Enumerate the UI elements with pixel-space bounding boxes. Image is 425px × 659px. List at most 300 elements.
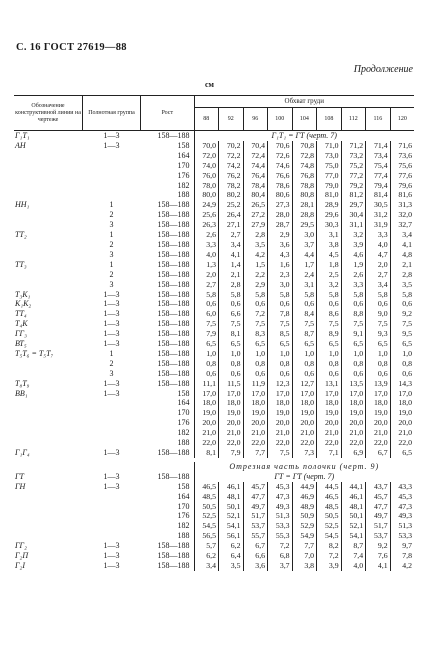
value-cell: 7,7 [292, 541, 317, 551]
value-cell: 6,7 [243, 541, 268, 551]
value-cell: 11,9 [243, 379, 268, 389]
value-cell: 1,0 [366, 349, 391, 359]
table-row [14, 541, 414, 551]
value-cell: 46,9 [292, 492, 317, 502]
row-designation: НН₁ [15, 200, 30, 210]
value-cell: 6,6 [219, 309, 244, 319]
value-cell: 74,8 [292, 161, 317, 171]
value-cell: 43,3 [390, 482, 414, 492]
value-cell: 3,5 [390, 280, 414, 290]
value-cell: 44,1 [341, 482, 366, 492]
table-row [14, 171, 414, 181]
row-height: 158—188 [157, 348, 190, 358]
table-row [14, 161, 414, 171]
value-cell: 5,8 [268, 290, 293, 300]
value-cell: 20,0 [219, 418, 244, 428]
value-cell: 73,6 [390, 151, 414, 161]
value-cell: 3,4 [366, 280, 391, 290]
value-cell: 6,5 [390, 448, 414, 458]
value-cell: 81,4 [366, 190, 391, 200]
value-cell: 1,5 [243, 260, 268, 270]
value-cell: 1,4 [219, 260, 244, 270]
row-height: 188 [177, 438, 190, 448]
value-cell: 6,4 [219, 551, 244, 561]
value-cell: 27,2 [243, 210, 268, 220]
value-cell: 0,6 [194, 299, 219, 309]
value-cell: 28,8 [292, 210, 317, 220]
value-cell: 80,6 [268, 190, 293, 200]
value-cell: 4,1 [366, 561, 391, 571]
value-cell: 47,7 [243, 492, 268, 502]
value-cell: 0,6 [292, 299, 317, 309]
row-designation: Г₁Т₁ [15, 131, 30, 140]
value-cell: 78,4 [243, 181, 268, 191]
row-designation [14, 428, 83, 438]
value-cell: 45,7 [243, 482, 268, 492]
value-cell: 77,6 [390, 171, 414, 181]
table-row [14, 511, 414, 521]
value-cell: 17,0 [341, 389, 366, 399]
table-row [14, 448, 414, 458]
value-cell: 5,8 [194, 290, 219, 300]
value-cell: 1,0 [292, 349, 317, 359]
row-height: 188 [177, 531, 190, 541]
height-header: Рост [141, 96, 195, 131]
value-cell: 0,6 [219, 369, 244, 379]
row-height: 176 [177, 418, 190, 428]
value-cell: 19,0 [292, 408, 317, 418]
value-cell: 11,1 [194, 379, 219, 389]
value-cell: 3,6 [268, 240, 293, 250]
value-cell: 4,4 [292, 250, 317, 260]
row-group: 1—3 [103, 131, 120, 140]
value-cell: 52,1 [341, 521, 366, 531]
row-height: 158—188 [157, 471, 190, 481]
row-group [83, 418, 141, 428]
table-row [14, 290, 414, 300]
value-cell: 50,1 [219, 502, 244, 512]
row-height: 158—188 [157, 319, 190, 329]
row-height [141, 462, 195, 472]
value-cell: 22,0 [219, 438, 244, 448]
value-cell: 53,3 [390, 531, 414, 541]
row-height: 158—188 [157, 289, 190, 299]
value-cell: 48,9 [292, 502, 317, 512]
value-cell: 19,0 [317, 408, 342, 418]
value-cell: 27,1 [219, 220, 244, 230]
row-group [83, 511, 141, 521]
row-designation [14, 492, 83, 502]
value-cell: 3,5 [219, 561, 244, 571]
value-cell: 6,5 [317, 339, 342, 349]
row-designation [14, 240, 83, 250]
row-designation [14, 359, 83, 369]
row-group: 1—3 [103, 289, 120, 299]
value-cell: 81,0 [317, 190, 342, 200]
table-row [14, 379, 414, 389]
value-cell: 7,8 [268, 309, 293, 319]
row-height: 158—188 [157, 269, 190, 279]
row-designation [14, 418, 83, 428]
value-cell: 72,4 [243, 151, 268, 161]
value-cell: 4,2 [390, 561, 414, 571]
value-cell: 7,8 [390, 551, 414, 561]
value-cell: 7,5 [366, 319, 391, 329]
row-designation: Т₃К₁ [15, 289, 31, 299]
group-header: Полнотная группа [83, 96, 141, 131]
value-cell: 2,2 [243, 270, 268, 280]
value-cell: 28,7 [268, 220, 293, 230]
value-cell: 52,5 [317, 521, 342, 531]
row-group: 1—3 [103, 388, 120, 398]
value-cell: 4,6 [341, 250, 366, 260]
value-cell: 1,7 [292, 260, 317, 270]
value-cell: 2,4 [292, 270, 317, 280]
row-group [83, 492, 141, 502]
table-row [14, 359, 414, 369]
value-cell: 71,2 [341, 141, 366, 151]
value-cell: 17,0 [292, 389, 317, 399]
table-row [14, 270, 414, 280]
table-row [14, 230, 414, 240]
table-row [14, 398, 414, 408]
value-cell: 19,0 [341, 408, 366, 418]
value-cell: 78,0 [194, 181, 219, 191]
value-cell: 21,0 [268, 428, 293, 438]
value-cell: 30,3 [317, 220, 342, 230]
row-height: 158—188 [157, 220, 190, 230]
value-cell: 9,0 [366, 309, 391, 319]
value-cell: 70,0 [194, 141, 219, 151]
girth-col-100: 100 [268, 108, 293, 131]
value-cell: 3,3 [194, 240, 219, 250]
value-cell: 47,3 [268, 492, 293, 502]
value-cell: 74,4 [243, 161, 268, 171]
value-cell: 2,8 [390, 270, 414, 280]
girth-col-112: 112 [341, 108, 366, 131]
value-cell: 2,8 [219, 280, 244, 290]
value-cell: 74,6 [268, 161, 293, 171]
value-cell: 28,9 [317, 200, 342, 210]
row-group: 3 [109, 249, 114, 259]
value-cell: 9,1 [341, 329, 366, 339]
value-cell: 76,4 [243, 171, 268, 181]
row-group: 1 [109, 348, 114, 358]
table-row [14, 299, 414, 309]
row-height: 158—188 [157, 378, 190, 388]
value-cell: 17,0 [194, 389, 219, 399]
value-cell: 51,3 [390, 521, 414, 531]
value-cell: 54,9 [292, 531, 317, 541]
row-group: 1—3 [103, 551, 120, 561]
row-designation [14, 531, 83, 541]
row-designation [14, 181, 83, 191]
value-cell: 0,6 [268, 299, 293, 309]
table-row [14, 521, 414, 531]
value-cell: 56,5 [194, 531, 219, 541]
value-cell: 1,0 [390, 349, 414, 359]
value-cell: 49,7 [366, 511, 391, 521]
value-cell: 5,8 [292, 290, 317, 300]
value-cell: 13,9 [366, 379, 391, 389]
value-cell: 7,6 [366, 551, 391, 561]
unit-label: см [205, 80, 214, 89]
row-designation [14, 398, 83, 408]
value-cell: 20,0 [366, 418, 391, 428]
value-cell: 7,9 [219, 448, 244, 458]
row-designation [14, 438, 83, 448]
value-cell: 12,3 [268, 379, 293, 389]
value-cell: 46,5 [194, 482, 219, 492]
value-cell: 0,6 [366, 369, 391, 379]
value-cell: 2,8 [243, 230, 268, 240]
value-cell: 18,0 [292, 398, 317, 408]
value-cell: 7,5 [219, 319, 244, 329]
value-cell: 2,7 [194, 280, 219, 290]
value-cell: 4,7 [366, 250, 391, 260]
value-cell: 70,6 [268, 141, 293, 151]
value-cell: 0,8 [366, 359, 391, 369]
value-cell: 20,0 [268, 418, 293, 428]
row-group: 3 [109, 279, 114, 289]
value-cell: 4,1 [219, 250, 244, 260]
value-cell: 3,0 [268, 280, 293, 290]
row-group: 2 [109, 210, 114, 220]
value-cell: 73,0 [317, 151, 342, 161]
value-cell: 2,0 [366, 260, 391, 270]
row-group: 3 [109, 220, 114, 230]
value-cell: 26,3 [194, 220, 219, 230]
value-cell: 19,0 [243, 408, 268, 418]
value-cell: 6,5 [366, 339, 391, 349]
value-cell: 50,5 [194, 502, 219, 512]
value-cell: 21,0 [317, 428, 342, 438]
value-cell: 2,6 [194, 230, 219, 240]
value-cell: 45,3 [268, 482, 293, 492]
value-cell: 54,5 [317, 531, 342, 541]
value-cell: 52,5 [194, 511, 219, 521]
value-cell: 6,7 [366, 448, 391, 458]
value-cell: 80,2 [219, 190, 244, 200]
value-cell: 48,5 [194, 492, 219, 502]
row-designation: ТТ₂ [15, 230, 27, 240]
row-group [83, 151, 141, 161]
row-group: 1—3 [103, 541, 120, 551]
value-cell: 3,3 [341, 280, 366, 290]
row-height: 158—188 [157, 448, 190, 457]
value-cell: 8,7 [341, 541, 366, 551]
row-height: 158—188 [157, 279, 190, 289]
value-cell: 2,0 [194, 270, 219, 280]
table-row [14, 280, 414, 290]
row-height: 158—188 [157, 200, 190, 210]
table-row [14, 151, 414, 161]
value-cell: 17,0 [219, 389, 244, 399]
value-cell: 77,2 [341, 171, 366, 181]
value-cell: 0,8 [268, 359, 293, 369]
value-cell: 55,7 [243, 531, 268, 541]
value-cell: 2,9 [243, 280, 268, 290]
value-cell: 19,0 [219, 408, 244, 418]
value-cell: 1,0 [317, 349, 342, 359]
value-cell: 0,6 [341, 369, 366, 379]
row-group: 3 [109, 368, 114, 378]
row-formula: ГТ = ГТ (черт. 7) [194, 472, 414, 482]
value-cell: 79,4 [366, 181, 391, 191]
value-cell: 17,0 [366, 389, 391, 399]
value-cell: 52,9 [292, 521, 317, 531]
table-row [14, 389, 414, 399]
value-cell: 17,0 [390, 389, 414, 399]
row-formula: Г₁Т₁ = ГТ (черт. 7) [194, 131, 414, 141]
value-cell: 32,0 [390, 210, 414, 220]
value-cell: 8,1 [194, 448, 219, 458]
value-cell: 1,6 [268, 260, 293, 270]
row-designation [14, 151, 83, 161]
row-designation: К₁К₂ [15, 299, 32, 309]
value-cell: 44,9 [292, 482, 317, 492]
row-designation [14, 408, 83, 418]
value-cell: 6,5 [219, 339, 244, 349]
girth-col-104: 104 [292, 108, 317, 131]
row-designation [14, 250, 83, 260]
row-designation [14, 511, 83, 521]
value-cell: 19,0 [366, 408, 391, 418]
row-group [83, 181, 141, 191]
row-designation: ТТ₃ [15, 259, 27, 269]
value-cell: 81,6 [390, 190, 414, 200]
row-designation: ВВ₁ [15, 388, 28, 398]
row-height: 158—188 [157, 339, 190, 349]
value-cell: 9,2 [366, 541, 391, 551]
value-cell: 14,3 [390, 379, 414, 389]
row-height: 176 [177, 511, 190, 521]
value-cell: 22,0 [194, 438, 219, 448]
value-cell: 74,2 [219, 161, 244, 171]
row-group: 1—3 [103, 309, 120, 319]
value-cell: 70,8 [292, 141, 317, 151]
row-height: 158—188 [157, 358, 190, 368]
value-cell: 75,6 [390, 161, 414, 171]
value-cell: 4,3 [268, 250, 293, 260]
value-cell: 2,7 [366, 270, 391, 280]
row-height: 182 [177, 428, 190, 438]
row-group [83, 521, 141, 531]
girth-header: Обхват груди [194, 96, 414, 108]
row-group: 1 [109, 259, 114, 269]
value-cell: 2,1 [390, 260, 414, 270]
value-cell: 0,6 [219, 299, 244, 309]
table-row [14, 339, 414, 349]
table-row [14, 200, 414, 210]
value-cell: 0,6 [390, 299, 414, 309]
value-cell: 1,0 [243, 349, 268, 359]
value-cell: 28,1 [292, 200, 317, 210]
table-row [14, 141, 414, 151]
row-height: 164 [177, 491, 190, 501]
value-cell: 72,2 [219, 151, 244, 161]
value-cell: 3,2 [317, 280, 342, 290]
value-cell: 6,5 [243, 339, 268, 349]
value-cell: 4,1 [390, 240, 414, 250]
value-cell: 7,0 [292, 551, 317, 561]
row-height: 164 [177, 150, 190, 160]
row-group: 1—3 [103, 378, 120, 388]
value-cell: 3,1 [317, 230, 342, 240]
value-cell: 24,9 [194, 200, 219, 210]
table-row [14, 319, 414, 329]
value-cell: 8,4 [292, 309, 317, 319]
row-designation [14, 280, 83, 290]
table-row [14, 462, 414, 472]
row-designation: ГТ [15, 471, 24, 481]
value-cell: 6,5 [292, 339, 317, 349]
table-row [14, 329, 414, 339]
value-cell: 21,0 [366, 428, 391, 438]
row-height: 182 [177, 180, 190, 190]
table-row [14, 210, 414, 220]
value-cell: 20,0 [390, 418, 414, 428]
value-cell: 18,0 [219, 398, 244, 408]
value-cell: 17,0 [243, 389, 268, 399]
value-cell: 50,1 [341, 511, 366, 521]
value-cell: 51,7 [366, 521, 391, 531]
value-cell: 4,0 [194, 250, 219, 260]
row-group: 1—3 [103, 448, 120, 457]
value-cell: 21,0 [341, 428, 366, 438]
value-cell: 3,4 [194, 561, 219, 571]
value-cell: 53,7 [243, 521, 268, 531]
girth-col-96: 96 [243, 108, 268, 131]
value-cell: 19,0 [194, 408, 219, 418]
row-designation [14, 220, 83, 230]
value-cell: 22,0 [317, 438, 342, 448]
value-cell: 6,5 [194, 339, 219, 349]
value-cell: 54,1 [341, 531, 366, 541]
value-cell: 49,7 [243, 502, 268, 512]
row-group [83, 438, 141, 448]
row-height: 158—188 [157, 131, 190, 140]
value-cell: 48,1 [219, 492, 244, 502]
value-cell: 3,1 [292, 280, 317, 290]
value-cell: 6,5 [390, 339, 414, 349]
value-cell: 51,3 [268, 511, 293, 521]
value-cell: 2,1 [219, 270, 244, 280]
table-row [14, 531, 414, 541]
value-cell: 47,7 [366, 502, 391, 512]
value-cell: 4,5 [317, 250, 342, 260]
value-cell: 4,0 [366, 240, 391, 250]
value-cell: 2,9 [268, 230, 293, 240]
row-height: 158—188 [157, 560, 190, 570]
table-row [14, 438, 414, 448]
row-height: 158—188 [157, 368, 190, 378]
value-cell: 48,1 [341, 502, 366, 512]
value-cell: 52,1 [219, 511, 244, 521]
value-cell: 22,0 [292, 438, 317, 448]
value-cell: 49,3 [268, 502, 293, 512]
value-cell: 8,1 [219, 329, 244, 339]
table-row [14, 181, 414, 191]
value-cell: 22,0 [341, 438, 366, 448]
value-cell: 74,0 [194, 161, 219, 171]
value-cell: 26,4 [219, 210, 244, 220]
value-cell: 79,0 [317, 181, 342, 191]
value-cell: 6,2 [219, 541, 244, 551]
measurement-table [14, 95, 414, 571]
value-cell: 8,7 [292, 329, 317, 339]
value-cell: 17,0 [268, 389, 293, 399]
